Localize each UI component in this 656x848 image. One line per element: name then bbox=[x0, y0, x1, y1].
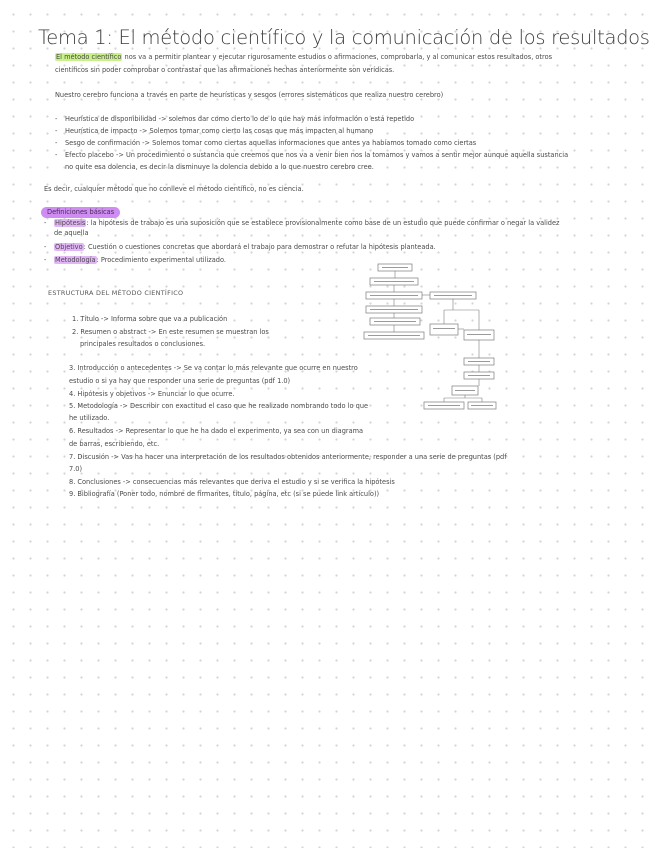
conclusion-line: Es decir, cualquier método que no conlleve el método científico, no es ciencia. bbox=[44, 185, 304, 193]
heuristic-item: - Heurística de impacto -> Solemos tomar como cierto las cosas que más impacten al humano bbox=[55, 127, 374, 135]
heuristic-name: Heurística de disponibilidad bbox=[65, 115, 157, 123]
definition-term: Metodología bbox=[55, 256, 96, 264]
heuristic-name: Efecto placebo bbox=[65, 151, 114, 159]
structure-item bbox=[69, 402, 368, 411]
structure-text: Discusión -> Vas ha hacer una interpretación de los resultados obtenidos anteriormente, responder a una serie de preguntas (pdf bbox=[77, 453, 507, 461]
structure-heading: ESTRUCTURA DEL MÉTODO CIENTÍFICO bbox=[48, 289, 184, 297]
definition-term: Objetivo bbox=[55, 243, 83, 251]
intro-line-1 bbox=[55, 53, 552, 62]
structure-text: Hipótesis y objetivos -> Enunciar lo que ocurre. bbox=[77, 390, 235, 398]
flow-box-text bbox=[467, 334, 491, 335]
structure-item-cont: he utilizado. bbox=[69, 414, 110, 422]
flow-box-text bbox=[374, 281, 414, 282]
flow-box-text bbox=[370, 309, 418, 310]
structure-item bbox=[69, 427, 363, 436]
structure-item bbox=[69, 453, 507, 462]
structure-item bbox=[69, 478, 395, 487]
intro-highlight: El método científico bbox=[56, 53, 122, 61]
definition-item: - Hipótesis: la hipótesis de trabajo es una suposición que se establece provisionalmente como base de un estudio que puede confirmar o negar la validez bbox=[44, 219, 560, 227]
heuristic-text: -> solemos dar como cierto lo de lo que hay más información o está repetido bbox=[156, 115, 415, 123]
structure-num: 4. bbox=[69, 390, 76, 398]
structure-text: Título -> Informa sobre que va a publicación bbox=[80, 315, 228, 323]
heuristic-text: -> Un procedimiento o sustancia que creemos que nos va a venir bien nos la tomamos y vamos a sentir mejor aunque aquella sustancia bbox=[113, 151, 569, 159]
structure-text: Metodología -> Describir con exactitud el caso que he realizado nombrando todo lo que bbox=[77, 402, 369, 410]
definition-text: : la hipótesis de trabajo es una suposición que se establece provisionalmente como base de un estudio que puede confirmar o negar la validez bbox=[86, 219, 560, 227]
structure-text: Resumen o abstract -> En este resumen se muestran los bbox=[80, 328, 269, 336]
intro-line-1-text: nos va a permitir plantear y ejecutar rigurosamente estudios o afirmaciones, comprobarla, y al comunicar estos resultados, otros bbox=[122, 53, 553, 61]
structure-item bbox=[72, 315, 227, 324]
flow-box-text bbox=[468, 375, 490, 376]
definition-text: : Procedimiento experimental utilizado. bbox=[96, 256, 227, 264]
structure-text: Conclusiones -> consecuencias más relevantes que deriva el estudio y si se verifica la hipótesis bbox=[77, 478, 395, 486]
structure-text: Introducción o antecedentes -> Se va contar lo más relevante que ocurre en nuestro bbox=[77, 364, 358, 372]
heuristic-name: Sesgo de confirmación bbox=[65, 139, 141, 147]
flow-box-text bbox=[471, 405, 493, 406]
structure-num: 7. bbox=[69, 453, 76, 461]
structure-item bbox=[69, 364, 358, 373]
flow-box-text bbox=[370, 295, 418, 296]
heuristic-item: - Efecto placebo -> Un procedimiento o sustancia que creemos que nos va a venir bien nos la tomamos y vamos a sentir mejor aunque aquella sustancia bbox=[55, 151, 569, 159]
flow-box-text bbox=[382, 267, 408, 268]
structure-item bbox=[69, 490, 379, 499]
structure-num: 1. bbox=[72, 315, 79, 323]
structure-num: 5. bbox=[69, 402, 76, 410]
definitions-pill: Definiciones básicas bbox=[41, 207, 120, 218]
definition-text: : Cuestión o cuestiones concretas que abordará el trabajo para demostrar o refutar la hipótesis planteada. bbox=[83, 243, 436, 251]
structure-num: 3. bbox=[69, 364, 76, 372]
flow-box-text bbox=[433, 328, 455, 329]
heuristic-item-cont: no quite esa dolencia, es decir la disminuye la dolencia debido a lo que nuestro cerebro cree. bbox=[65, 163, 374, 171]
flow-box-text bbox=[468, 361, 490, 362]
structure-text: Resultados -> Representar lo que he ha dado el experimento, ya sea con un diagrama bbox=[77, 427, 364, 435]
page-title: Tema 1: El método científico y la comunicación de los resultados bbox=[38, 26, 650, 49]
intro-line-2: científicos sin poder comprobar o contrastar que las afirmaciones hechas anteriormente son verídicas. bbox=[55, 66, 395, 74]
heuristic-item: - Heurística de disponibilidad -> solemos dar como cierto lo de lo que hay más información o está repetido bbox=[55, 115, 415, 123]
structure-num: 8. bbox=[69, 478, 76, 486]
structure-item-cont: estudio o si ya hay que responder una serie de preguntas (pdf 1.0) bbox=[69, 377, 291, 385]
definition-term: Hipótesis bbox=[55, 219, 86, 227]
definition-item: - Metodología: Procedimiento experimental utilizado. bbox=[44, 256, 227, 264]
method-flowchart bbox=[360, 258, 500, 418]
flow-box-text bbox=[374, 321, 416, 322]
structure-item bbox=[69, 390, 235, 399]
flow-box bbox=[430, 324, 458, 335]
flow-box-text bbox=[368, 335, 420, 336]
flow-box-text bbox=[455, 390, 475, 391]
structure-num: 2. bbox=[72, 328, 79, 336]
structure-item bbox=[72, 328, 269, 337]
heuristic-text: -> Solemos tomar como cierto las cosas que más impacten al humano bbox=[137, 127, 374, 135]
structure-item-cont: de barras, escribiendo, etc. bbox=[69, 440, 160, 448]
heuristic-name: Heurística de impacto bbox=[65, 127, 138, 135]
brain-line: Nuestro cerebro funciona a través en parte de heurísticas y sesgos (errores sistemáticos que realiza nuestro cerebro) bbox=[55, 91, 444, 99]
structure-item-cont: 7.0) bbox=[69, 465, 83, 473]
structure-text: Bibliografía (Poner todo, nombre de firmantes, título, página, etc (si se puede link artículo)) bbox=[77, 490, 380, 498]
heuristic-text: -> Solemos tomar como ciertas aquellas informaciones que antes ya habíamos tomado como ciertas bbox=[140, 139, 477, 147]
definition-item-cont: de aquella bbox=[54, 229, 89, 237]
flow-box-text bbox=[428, 405, 460, 406]
structure-item-cont: principales resultados o conclusiones. bbox=[80, 340, 206, 348]
heuristic-item: - Sesgo de confirmación -> Solemos tomar como ciertas aquellas informaciones que antes ya habíamos tomado como ciertas bbox=[55, 139, 477, 147]
structure-num: 6. bbox=[69, 427, 76, 435]
definition-item: - Objetivo: Cuestión o cuestiones concretas que abordará el trabajo para demostrar o refutar la hipótesis planteada. bbox=[44, 243, 436, 251]
flow-box-text bbox=[434, 295, 472, 296]
structure-num: 9. bbox=[69, 490, 76, 498]
